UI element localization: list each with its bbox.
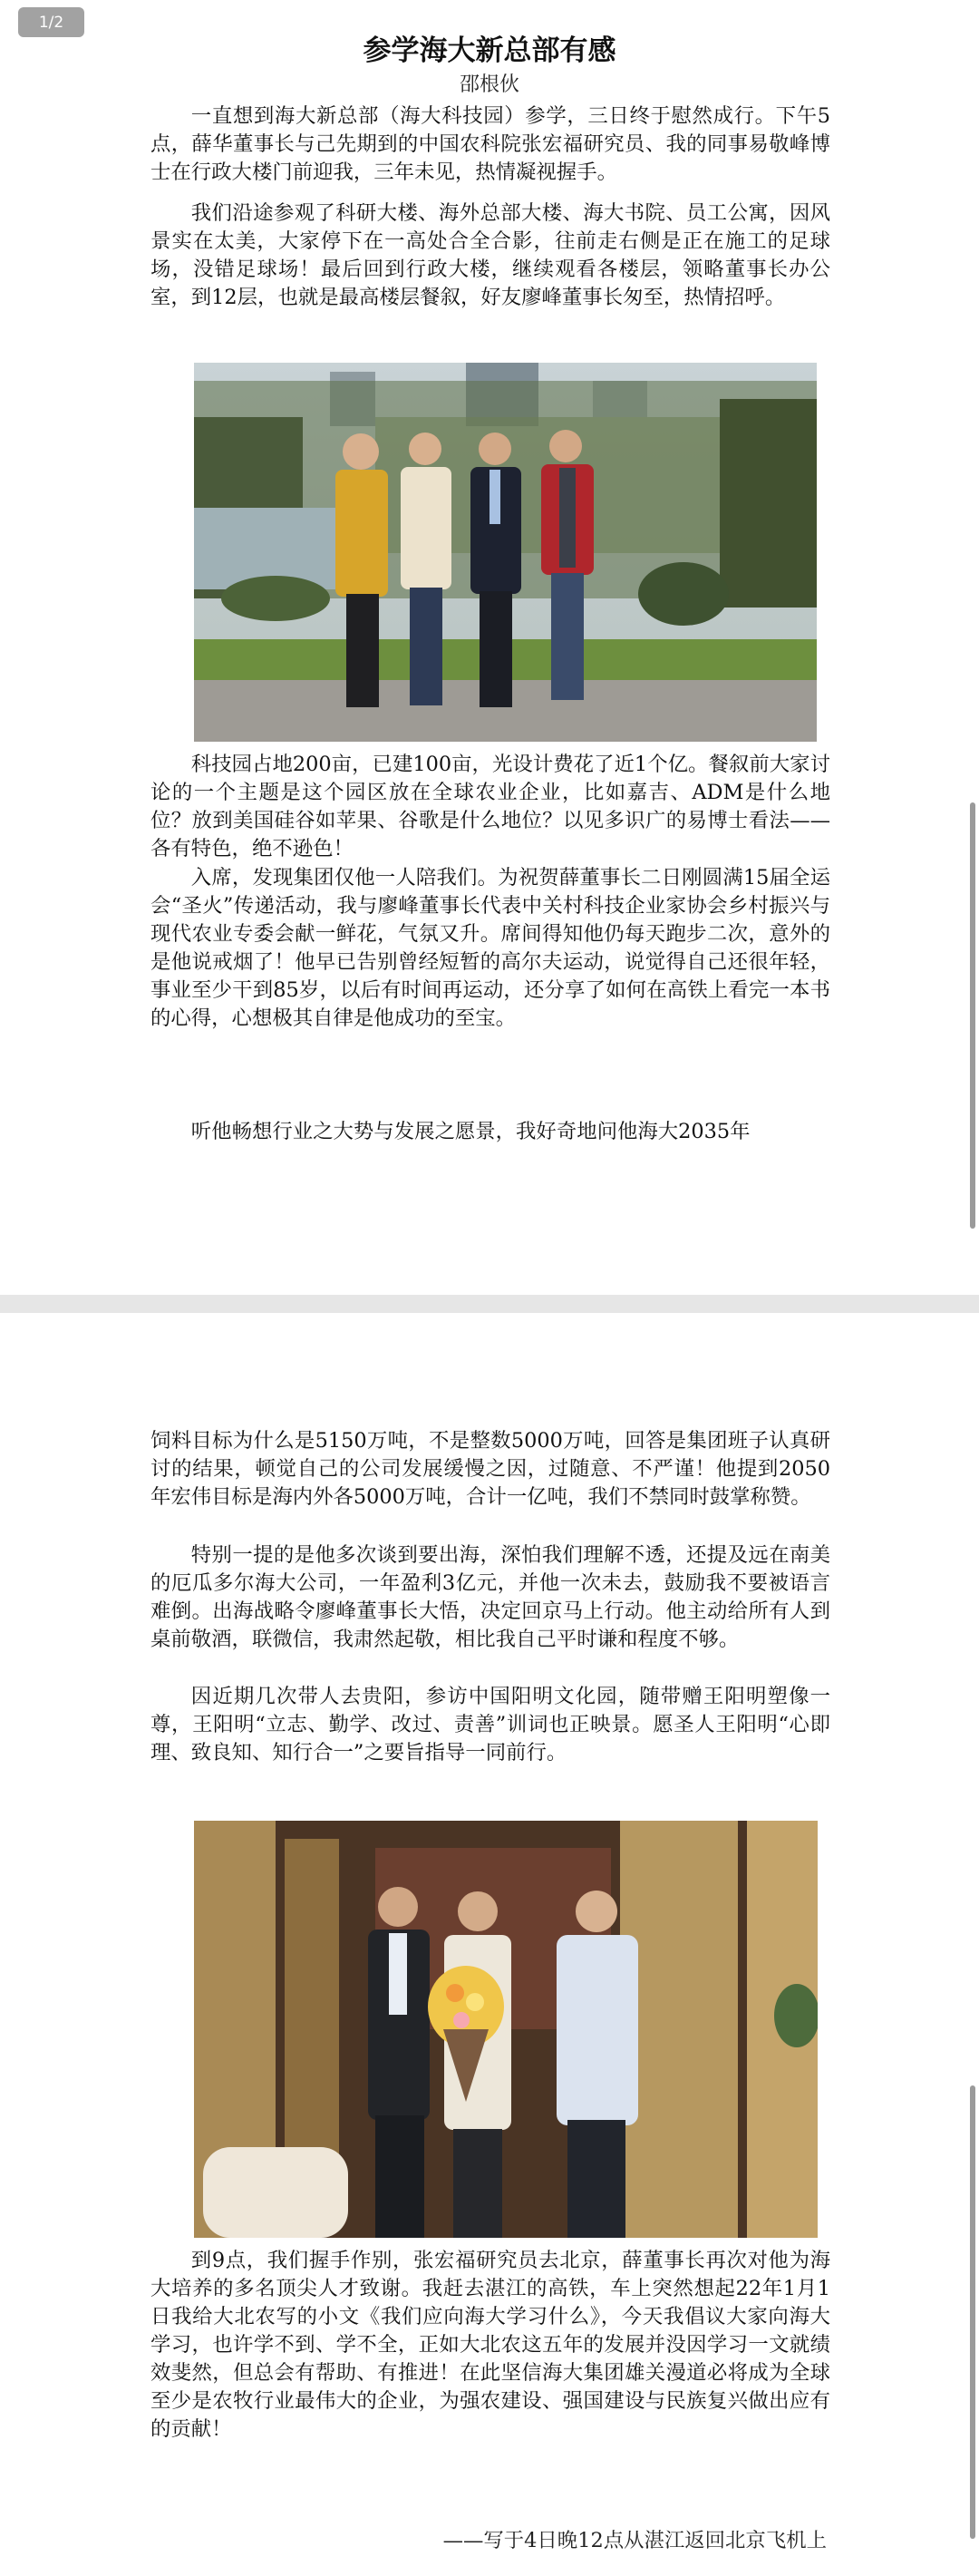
- article-title: 参学海大新总部有感: [363, 34, 616, 67]
- article-signature: ——写于4日晚12点从湛江返回北京飞机上: [442, 2529, 827, 2552]
- paragraph-7: 因近期几次带人去贵阳，参访中国阳明文化园，随带赠王阳明塑像一尊，王阳明“立志、勤学、改过、责善”训词也正映景。愿圣人王阳明“心即理、致良知、知行合一”之要旨指导一同前行。: [150, 1685, 830, 1764]
- article-author: 邵根伙: [459, 73, 519, 96]
- group-photo-outdoor: [194, 363, 817, 742]
- group-photo-outdoor-image: [194, 363, 817, 742]
- paragraph-5-start: 听他畅想行业之大势与发展之愿景，我好奇地问他海大2035年: [190, 1120, 751, 1143]
- paragraph-8: 到9点，我们握手作别，张宏福研究员去北京，薛董事长再次对他为海大培养的多名顶尖人才致谢。我赶去湛江的高铁，车上突然想起22年1月1日我给大北农写的小文《我们应向海大学习什么》，今天我倡议大家向海大学习，也许学不到、学不全，正如大北农这五年的发展并没因学习一文就绩效斐然，但总会有帮助、有推进！在此坚信海大集团雄关漫道必将成为全球至少是农牧行业最伟大的企业，为强农建设、强国建设与民族复兴做出应有的贡献！: [150, 2249, 830, 2441]
- page-indicator-badge: 1/2: [18, 7, 84, 37]
- group-photo-indoor: [194, 1821, 818, 2238]
- scrollbar-thumb-page-1[interactable]: [970, 802, 975, 1229]
- page-separator: [0, 1295, 979, 1313]
- scrollbar-thumb-page-2[interactable]: [970, 2085, 975, 2539]
- paragraph-1: 一直想到海大新总部（海大科技园）参学，三日终于慰然成行。下午5点，薛华董事长与己先期到的中国农科院张宏福研究员、我的同事易敬峰博士在行政大楼门前迎我，三年未见，热情凝视握手。: [150, 104, 830, 184]
- paragraph-4: 入席，发现集团仅他一人陪我们。为祝贺薛董事长二日刚圆满15届全运会“圣火”传递活动，我与廖峰董事长代表中关村科技企业家协会乡村振兴与现代农业专委会献一鲜花，气氛又升。席间得知他仍每天跑步二次，意外的是他说戒烟了！他早已告别曾经短暂的高尔夫运动，说觉得自己还很年轻，事业至少干到85岁，以后有时间再运动，还分享了如何在高铁上看完一本书的心得，心想极其自律是他成功的至宝。: [150, 866, 830, 1030]
- paragraph-5-continued: 饲料目标为什么是5150万吨，不是整数5000万吨，回答是集团班子认真研讨的结果，顿觉自己的公司发展缓慢之因，过随意、不严谨！他提到2050年宏伟目标是海内外各5000万吨，合计一亿吨，我们不禁同时鼓掌称赞。: [150, 1429, 830, 1509]
- document-page-2: [0, 1313, 979, 2576]
- paragraph-6: 特别一提的是他多次谈到要出海，深怕我们理解不透，还提及远在南美的厄瓜多尔海大公司，一年盈利3亿元，并他一次未去，鼓励我不要被语言难倒。出海战略令廖峰董事长大悟，决定回京马上行动。他主动给所有人到桌前敬酒，联微信，我肃然起敬，相比我自己平时谦和程度不够。: [150, 1543, 830, 1651]
- paragraph-2: 我们沿途参观了科研大楼、海外总部大楼、海大书院、员工公寓，因风景实在太美，大家停下在一高处合全合影，往前走右侧是正在施工的足球场，没错足球场！最后回到行政大楼，继续观看各楼层，领略董事长办公室，到12层，也就是最高楼层餐叙，好友廖峰董事长匆至，热情招呼。: [150, 201, 830, 309]
- paragraph-3: 科技园占地200亩，已建100亩，光设计费花了近1个亿。餐叙前大家讨论的一个主题是这个园区放在全球农业企业，比如嘉吉、ADM是什么地位？放到美国硅谷如苹果、谷歌是什么地位？以见多识广的易博士看法——各有特色，绝不逊色！: [150, 753, 830, 860]
- group-photo-indoor-image: [194, 1821, 818, 2238]
